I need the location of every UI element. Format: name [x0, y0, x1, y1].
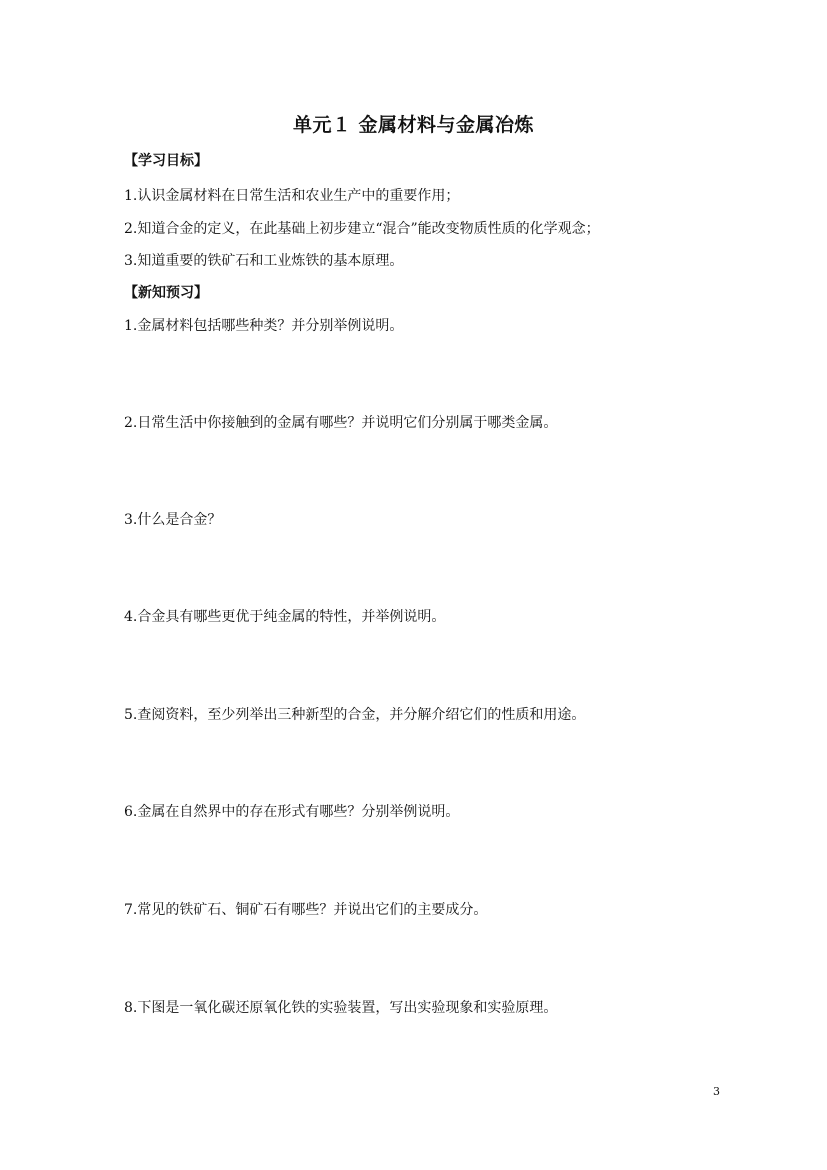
- preview-question-8: 8.下图是一氧化碳还原氧化铁的实验装置，写出实验现象和实验原理。: [124, 1000, 558, 1016]
- preview-question-7: 7.常见的铁矿石、铜矿石有哪些？并说出它们的主要成分。: [124, 902, 488, 918]
- preview-heading: 【新知预习】: [124, 285, 208, 301]
- preview-question-2: 2.日常生活中你接触到的金属有哪些？并说明它们分别属于哪类金属。: [124, 415, 558, 431]
- objective-item-3: 3.知道重要的铁矿石和工业炼铁的基本原理。: [124, 253, 404, 269]
- page-number: 3: [713, 1085, 720, 1098]
- objective-item-1: 1.认识金属材料在日常生活和农业生产中的重要作用；: [124, 188, 460, 204]
- objectives-heading: 【学习目标】: [124, 153, 208, 169]
- preview-question-1: 1.金属材料包括哪些种类？并分别举例说明。: [124, 318, 404, 334]
- preview-question-4: 4.合金具有哪些更优于纯金属的特性，并举例说明。: [124, 609, 446, 625]
- page-title: 单元１ 金属材料与金属冶炼: [292, 114, 535, 136]
- objective-item-2: 2.知道合金的定义，在此基础上初步建立“混合”能改变物质性质的化学观念；: [124, 221, 600, 237]
- preview-question-5: 5.查阅资料，至少列举出三种新型的合金，并分解介绍它们的性质和用途。: [124, 707, 586, 723]
- preview-question-3: 3.什么是合金？: [124, 512, 222, 528]
- preview-question-6: 6.金属在自然界中的存在形式有哪些？分别举例说明。: [124, 804, 460, 820]
